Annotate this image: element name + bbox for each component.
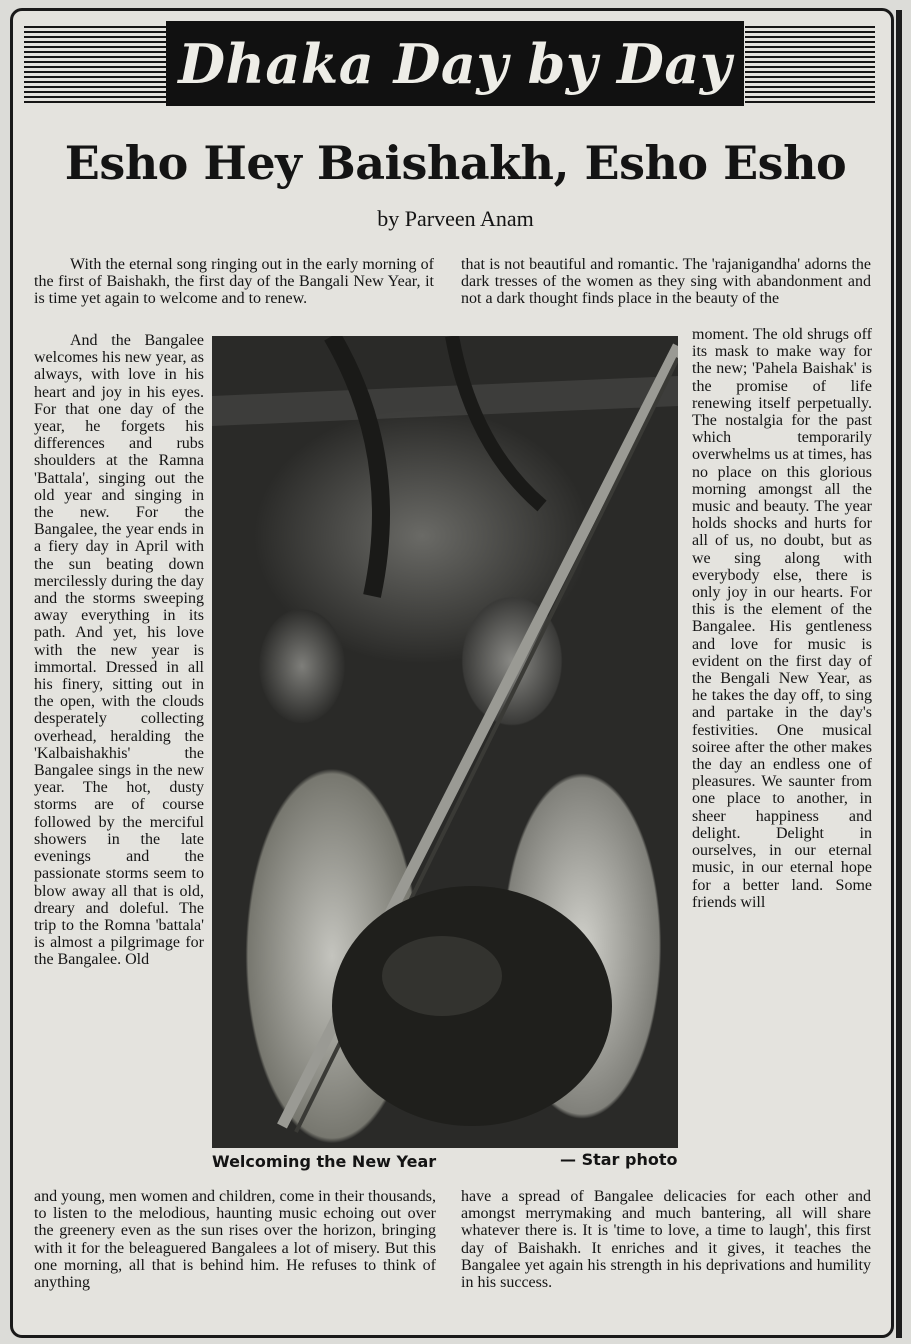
column1-bottom-text: and young, men women and children, come in their thousands, to listen to the melodious, haunting music echoing out over the greenery even as the sun rises over the horizon, bringing with it for the beleaguered Bangalees a lot of misery. But this one morning, all that is behind him. He refuses to think of anything (34, 1188, 436, 1292)
photo-caption: Welcoming the New Year (212, 1152, 437, 1171)
photo-credit: — Star photo (560, 1150, 678, 1169)
article-photo (212, 336, 678, 1148)
section-banner: Dhaka Day by Day (166, 21, 744, 106)
headline: Esho Hey Baishakh, Esho Esho (64, 136, 847, 190)
column1-narrow-text: And the Bangalee welcomes his new year, as always, with love in his heart and joy in his eyes. For that one day of the year, he forgets his differences and rubs shoulders at the Ramna 'Battala', singing out the old year and singing in the new. For the Bangalee, the year ends in a fiery day in April with the sun beating down mercilessly during the day and the storms sweeping away everything in its path. And yet, his love with the new year is immortal. Dressed in all his finery, sitting out in the open, with the clouds desperately collecting overhead, heralding the 'Kalbaishakhis' the Bangalee sings in the new year. The hot, dusty storms are of course followed by the merciful showers in the late evenings and the passionate storms seem to blow away all that is old, dreary and doleful. The trip to the Romna 'battala' is almost a pilgrimage for the Bangalee. Old (34, 332, 204, 969)
column1-top-text: With the eternal song ringing out in the early morning of the first of Baishakh, the first day of the Bangali New Year, it is time yet again to welcome and to renew. (34, 256, 434, 308)
banner-rule-left (24, 26, 166, 104)
column2-top-text: that is not beautiful and romantic. The 'rajanigandha' adorns the dark tresses of the women as they sing with abandonment and not a dark thought finds place in the beauty of the (461, 256, 871, 308)
column2-bottom-text: have a spread of Bangalee delicacies for each other and amongst merrymaking and much bantering, all will share whatever there is. It is 'time to love, a time to laugh', this first day of Baishakh. It enriches and it gives, it teaches the Bangalee yet again his strength in his deprivations and humility in his success. (461, 1188, 871, 1292)
column2-narrow-text: moment. The old shrugs off its mask to make way for the new; 'Pahela Baishak' is the promise of life renewing itself perpetually. The nostalgia for the past which temporarily overwhelms us at times, has no place on this glorious morning amongst all the music and beauty. The year holds shocks and hurts for all of us, no doubt, but as we sing along with everybody else, there is only joy in our hearts. For this is the element of the Bangalee. His gentleness and love for music is evident on the first day of the Bengali New Year, as he takes the day off, to sing and partake in the day's festivities. One musical soiree after the other makes the day an endless one of pleasures. We saunter from one place to another, in sheer happiness and delight. Delight in ourselves, in our eternal music, in our eternal hope for a better land. Some friends will (692, 326, 872, 911)
banner-rule-right (745, 26, 875, 104)
photo-illustration (212, 336, 678, 1148)
byline: by Parveen Anam (377, 206, 534, 231)
